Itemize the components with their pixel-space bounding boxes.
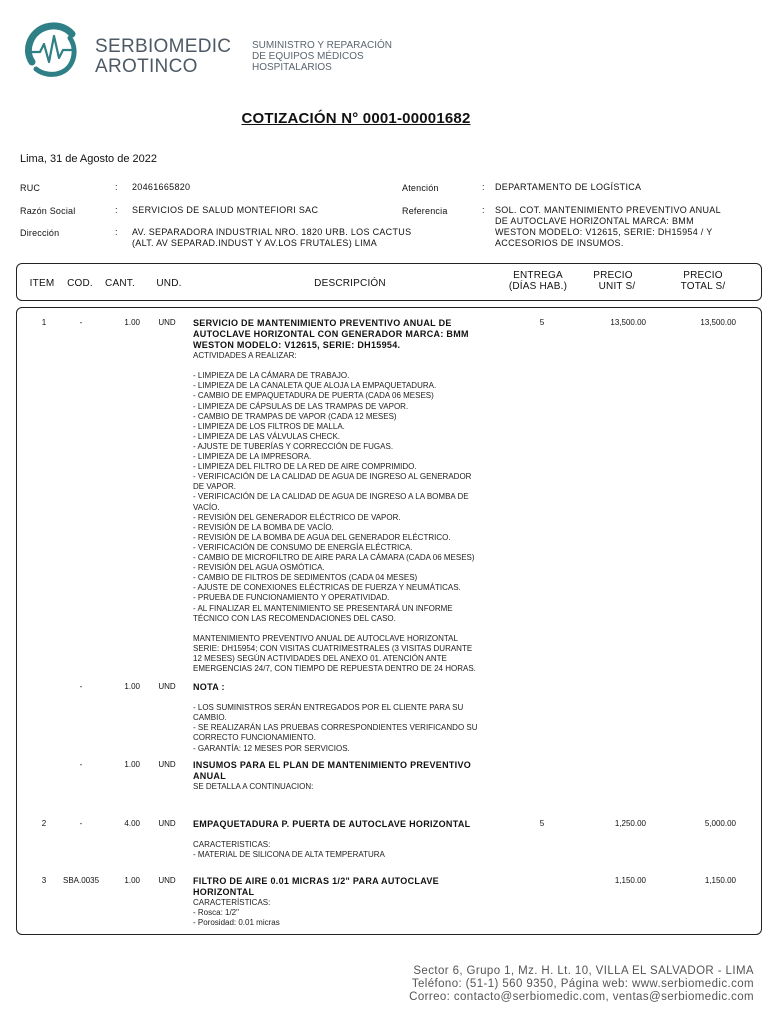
row-1-desc-line: 12 MESES) SEGÚN ACTIVIDADES DEL ANEXO 01. ATENCIÓN ANTE bbox=[193, 654, 447, 663]
row-5-desc-line: CARACTERÍSTICAS: bbox=[193, 898, 271, 907]
footer-phone-web: Teléfono: (51-1) 560 9350, Página web: www.serbiomedic.com bbox=[411, 978, 754, 990]
row-2-und: UND bbox=[158, 682, 176, 691]
razon-value: SERVICIOS DE SALUD MONTEFIORI SAC bbox=[132, 205, 319, 215]
row-1-desc-line: - VERIFICACIÓN DE LA CALIDAD DE AGUA DE INGRESO AL GENERADOR bbox=[193, 472, 472, 482]
row-3-title-line: ANUAL bbox=[193, 771, 226, 781]
brand-name-line1: SERBIOMEDIC bbox=[95, 36, 232, 57]
row-1-desc-line: SERIE: DH15954; CON VISITAS CUATRIMESTRALES (3 VISITAS DURANTE bbox=[193, 643, 473, 653]
brand-tagline-3: HOSPITALARIOS bbox=[252, 62, 332, 73]
ruc-colon: : bbox=[115, 182, 118, 192]
row-1-desc-line: - AJUSTE DE TUBERÍAS Y CORRECCIÓN DE FUGAS. bbox=[193, 441, 394, 451]
direccion-line-2: (ALT. AV SEPARAD.INDUST Y AV.LOS FRUTALES) LIMA bbox=[132, 238, 378, 248]
col-unit-header-1: PRECIO bbox=[593, 270, 633, 281]
atencion-colon: : bbox=[482, 182, 485, 192]
row-2-desc-line: - SE REALIZARÁN LAS PRUEBAS CORRESPONDIENTES VERIFICANDO SU bbox=[193, 723, 478, 733]
row-2-cant: 1.00 bbox=[124, 682, 140, 691]
direccion-label: Dirección bbox=[20, 228, 60, 238]
row-5-desc-line: - Porosidad: 0.01 micras bbox=[193, 918, 280, 928]
row-1-title-line: WESTON MODELO: V12615, SERIE: DH15954. bbox=[193, 340, 401, 350]
row-5-unit: 1,150.00 bbox=[614, 876, 646, 885]
row-1-desc-line: - VERIFICACIÓN DE CONSUMO DE ENERGÍA ELÉCTRICA. bbox=[193, 542, 413, 552]
col-entrega-header-2: (DÍAS HAB.) bbox=[508, 281, 568, 292]
referencia-line-1: SOL. COT. MANTENIMIENTO PREVENTIVO ANUAL bbox=[495, 205, 721, 215]
row-4-entrega: 5 bbox=[539, 819, 545, 828]
col-total-header-1: PRECIO bbox=[683, 270, 723, 281]
referencia-line-3: WESTON MODELO: V12615, SERIE: DH15954 / Y bbox=[495, 227, 713, 237]
row-1-title-line: SERVICIO DE MANTENIMIENTO PREVENTIVO ANUAL DE bbox=[193, 318, 452, 328]
row-1-desc-line: - VERIFICACIÓN DE LA CALIDAD DE AGUA DE INGRESO A LA BOMBA DE bbox=[193, 492, 469, 502]
referencia-line-2: DE AUTOCLAVE HORIZONTAL MARCA: BMM bbox=[495, 216, 694, 226]
brand-tagline-2: DE EQUIPOS MÉDICOS bbox=[252, 51, 364, 62]
row-1-desc-line: - LIMPIEZA DE LA IMPRESORA. bbox=[193, 452, 312, 461]
row-3-title-line: INSUMOS PARA EL PLAN DE MANTENIMIENTO PREVENTIVO bbox=[193, 760, 472, 770]
col-item-header: ITEM bbox=[29, 278, 55, 289]
col-total-header-2: TOTAL S/ bbox=[680, 281, 726, 292]
direccion-line-1: AV. SEPARADORA INDUSTRIAL NRO. 1820 URB. LOS CACTUS bbox=[132, 227, 412, 237]
row-1-desc-line: - AJUSTE DE CONEXIONES ELÉCTRICAS DE FUERZA Y NEUMÁTICAS. bbox=[193, 583, 461, 593]
row-2-desc-line: CAMBIO. bbox=[193, 713, 227, 723]
row-1-und: UND bbox=[158, 318, 176, 327]
col-entrega-header-1: ENTREGA bbox=[513, 270, 563, 281]
row-1-desc-line: EMERGENCIAS 24/7, CON TIEMPO DE REPUESTA DENTRO DE 24 HORAS. bbox=[193, 664, 476, 674]
row-4-cant: 4.00 bbox=[124, 819, 140, 828]
col-und-header: UND. bbox=[156, 278, 182, 289]
row-1-desc-line: - CAMBIO DE EMPAQUETADURA DE PUERTA (CADA 06 MESES) bbox=[193, 391, 434, 401]
row-2-cod: - bbox=[79, 682, 83, 691]
row-5-title-line: HORIZONTAL bbox=[193, 887, 255, 897]
row-4-desc-line: - MATERIAL DE SILICONA DE ALTA TEMPERATURA bbox=[193, 850, 385, 860]
row-1-desc-line: - REVISIÓN DE LA BOMBA DE AGUA DEL GENERADOR ELÉCTRICO. bbox=[193, 532, 451, 542]
row-1-entrega: 5 bbox=[539, 318, 545, 327]
col-descripcion-header: DESCRIPCIÓN bbox=[314, 278, 386, 289]
row-5-item: 3 bbox=[41, 876, 47, 885]
row-5-cant: 1.00 bbox=[124, 876, 140, 885]
row-1-desc-line: - CAMBIO DE MICROFILTRO DE AIRE PARA LA CÁMARA (CADA 06 MESES) bbox=[193, 553, 475, 562]
row-1-title-line: AUTOCLAVE HORIZONTAL CON GENERADOR MARCA: BMM bbox=[193, 329, 469, 339]
row-5-cod: SBA.0035 bbox=[62, 876, 100, 885]
row-4-item: 2 bbox=[41, 819, 47, 828]
row-1-desc-line: - LIMPIEZA DE CÁPSULAS DE LAS TRAMPAS DE VAPOR. bbox=[193, 401, 409, 411]
row-1-desc-line: - REVISIÓN DE LA BOMBA DE VACÍO. bbox=[193, 522, 334, 532]
row-1-desc-line: ACTIVIDADES A REALIZAR: bbox=[193, 351, 297, 360]
row-1-unit: 13,500.00 bbox=[610, 318, 646, 327]
row-5-desc-line: - Rosca: 1/2" bbox=[193, 908, 239, 918]
row-4-und: UND bbox=[158, 819, 176, 828]
row-3-desc-line: SE DETALLA A CONTINUACION: bbox=[193, 782, 314, 791]
row-4-desc-line: CARACTERISTICAS: bbox=[193, 840, 271, 850]
row-1-cod: - bbox=[79, 318, 83, 327]
direccion-colon: : bbox=[115, 227, 118, 237]
row-4-total: 5,000.00 bbox=[704, 819, 736, 828]
razon-colon: : bbox=[115, 205, 118, 215]
row-2-desc-line: CORRECTO FUNCIONAMIENTO. bbox=[193, 733, 316, 743]
col-unit-header-2: UNIT S/ bbox=[598, 281, 636, 292]
row-3-und: UND bbox=[158, 760, 176, 769]
serbiomedic-logo-icon bbox=[22, 22, 80, 78]
brand-tagline-1: SUMINISTRO Y REPARACIÓN bbox=[252, 40, 393, 51]
row-1-desc-line: DE VAPOR. bbox=[193, 482, 236, 492]
col-cant-header: CANT. bbox=[105, 278, 135, 289]
row-3-cant: 1.00 bbox=[124, 760, 140, 769]
row-1-desc-line: - PRUEBA DE FUNCIONAMIENTO Y OPERATIVIDAD. bbox=[193, 593, 390, 603]
row-1-desc-line: - LIMPIEZA DE LA CANALETA QUE ALOJA LA EMPAQUETADURA. bbox=[193, 381, 437, 391]
ruc-label: RUC bbox=[20, 183, 41, 193]
row-4-title-line: EMPAQUETADURA P. PUERTA DE AUTOCLAVE HORIZONTAL bbox=[193, 819, 471, 829]
document-date: Lima, 31 de Agosto de 2022 bbox=[20, 153, 157, 165]
referencia-line-4: ACCESORIOS DE INSUMOS. bbox=[495, 238, 624, 248]
referencia-colon: : bbox=[482, 205, 485, 215]
row-4-unit: 1,250.00 bbox=[614, 819, 646, 828]
row-2-title-line: NOTA : bbox=[193, 682, 225, 692]
row-2-desc-line: - GARANTÍA: 12 MESES POR SERVICIOS. bbox=[193, 743, 350, 753]
ruc-value: 20461665820 bbox=[132, 182, 191, 192]
row-1-desc-line: - AL FINALIZAR EL MANTENIMIENTO SE PRESENTARÁ UN INFORME bbox=[193, 603, 453, 613]
document-title: COTIZACIÓN N° 0001-00001682 bbox=[241, 110, 471, 127]
row-3-cod: - bbox=[79, 760, 83, 769]
row-1-desc-line: - LIMPIEZA DE LA CÁMARA DE TRABAJO. bbox=[193, 371, 350, 381]
razon-label: Razón Social bbox=[20, 206, 76, 216]
row-1-desc-line: - CAMBIO DE TRAMPAS DE VAPOR (CADA 12 MESES) bbox=[193, 411, 397, 421]
row-5-title-line: FILTRO DE AIRE 0.01 MICRAS 1/2" PARA AUTOCLAVE bbox=[193, 876, 439, 886]
row-1-desc-line: - LIMPIEZA DE LOS FILTROS DE MALLA. bbox=[193, 421, 345, 431]
brand-name-line2: AROTINCO bbox=[95, 56, 198, 77]
row-5-total: 1,150.00 bbox=[704, 876, 736, 885]
row-2-desc-line: - LOS SUMINISTROS SERÁN ENTREGADOS POR EL CLIENTE PARA SU bbox=[193, 703, 464, 713]
row-1-cant: 1.00 bbox=[124, 318, 140, 327]
row-1-desc-line: MANTENIMIENTO PREVENTIVO ANUAL DE AUTOCLAVE HORIZONTAL bbox=[193, 633, 458, 643]
row-1-desc-line: - REVISIÓN DEL GENERADOR ELÉCTRICO DE VAPOR. bbox=[193, 512, 401, 522]
row-1-total: 13,500.00 bbox=[700, 318, 736, 327]
row-1-desc-line: TÉCNICO CON LAS RECOMENDACIONES DEL CASO. bbox=[193, 613, 396, 623]
row-1-desc-line: - LIMPIEZA DEL FILTRO DE LA RED DE AIRE COMPRIMIDO. bbox=[193, 462, 417, 472]
row-1-desc-line: - CAMBIO DE FILTROS DE SEDIMENTOS (CADA 04 MESES) bbox=[193, 573, 418, 583]
atencion-value: DEPARTAMENTO DE LOGÍSTICA bbox=[495, 182, 642, 192]
row-5-und: UND bbox=[158, 876, 176, 885]
footer-email: Correo: contacto@serbiomedic.com, ventas@serbiomedic.com bbox=[409, 991, 754, 1003]
referencia-label: Referencia bbox=[402, 206, 448, 216]
atencion-label: Atención bbox=[402, 183, 439, 193]
footer-address: Sector 6, Grupo 1, Mz. H. Lt. 10, VILLA EL SALVADOR - LIMA bbox=[413, 965, 754, 977]
row-1-desc-line: - LIMPIEZA DE LAS VÁLVULAS CHECK. bbox=[193, 431, 341, 441]
row-1-desc-line: VACÍO. bbox=[193, 502, 220, 512]
row-1-item: 1 bbox=[41, 318, 47, 327]
row-1-desc-line: - REVISIÓN DEL AGUA OSMÓTICA. bbox=[193, 563, 325, 573]
row-4-cod: - bbox=[79, 819, 83, 828]
col-cod-header: COD. bbox=[67, 278, 93, 289]
